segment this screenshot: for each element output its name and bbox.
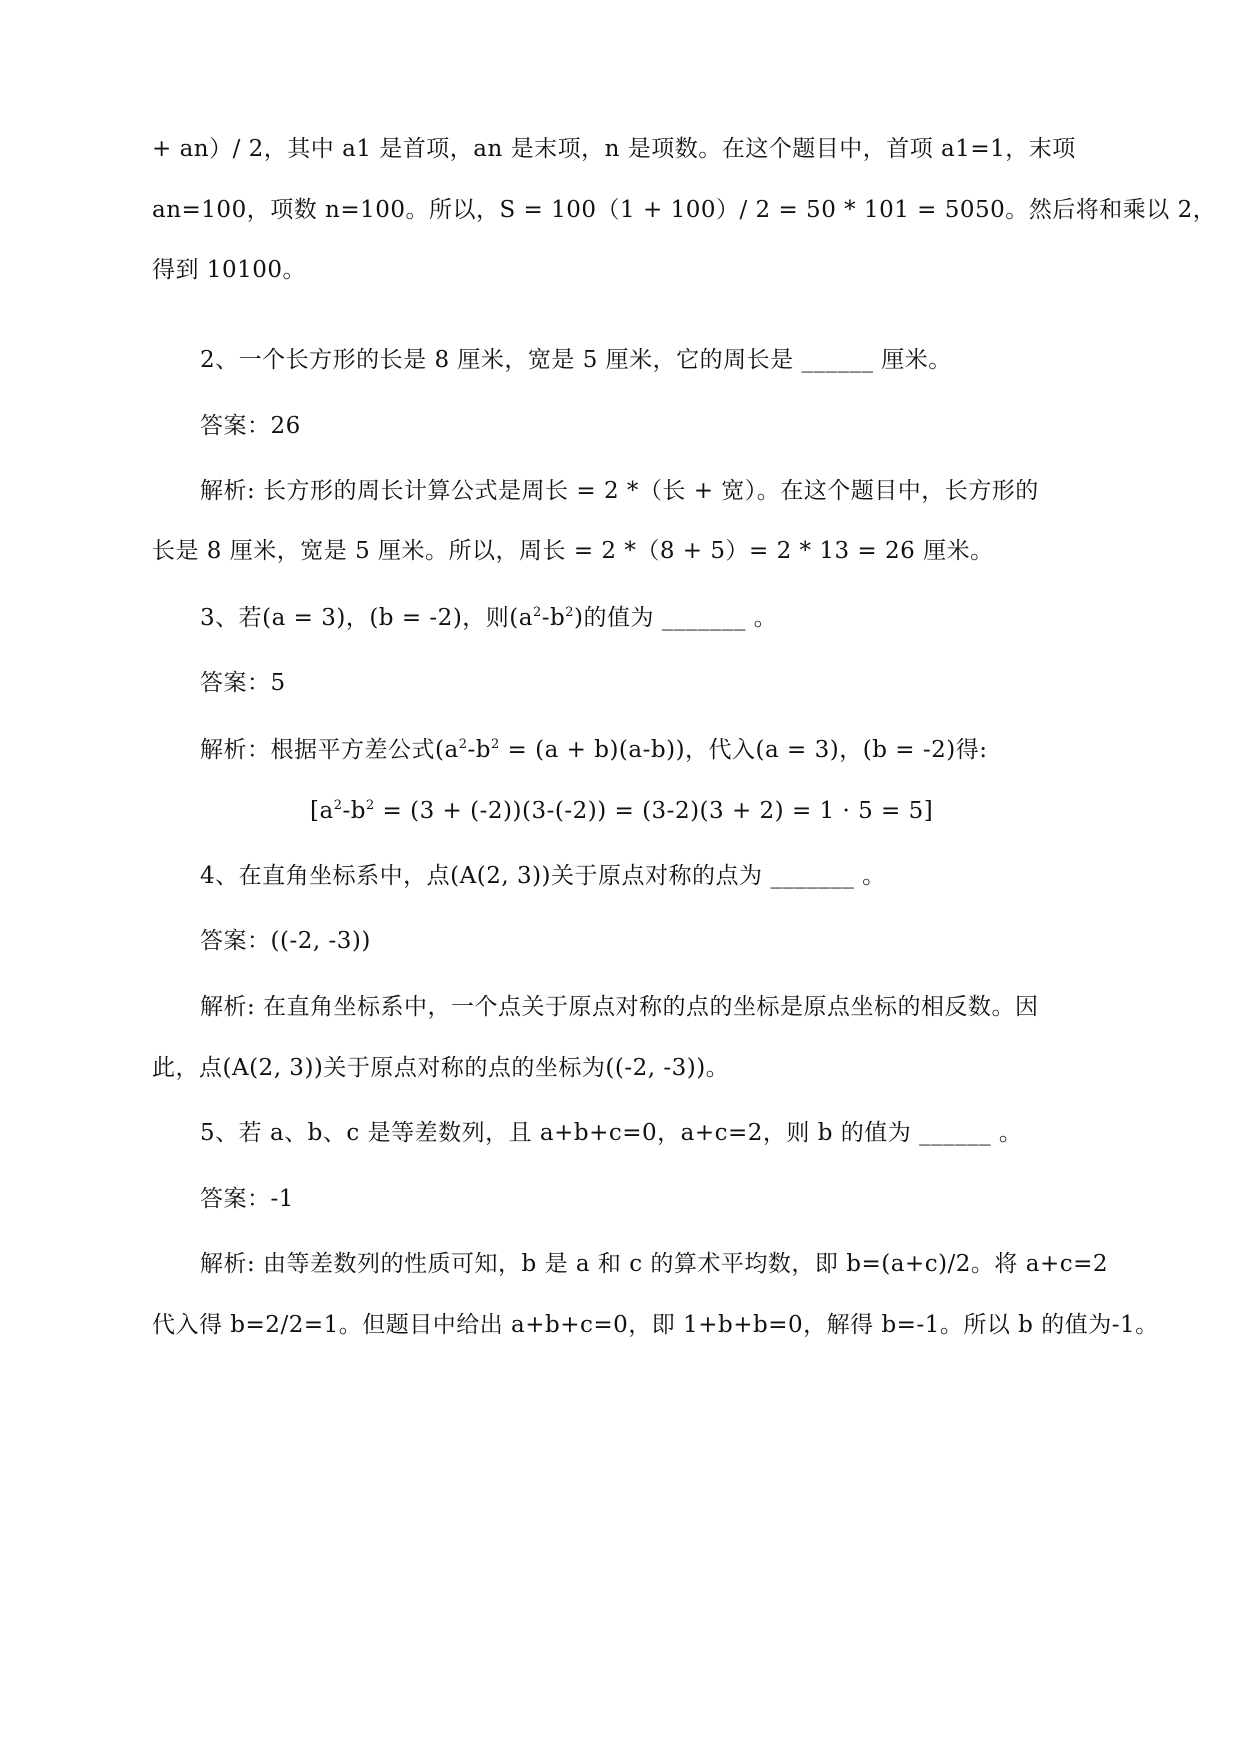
paragraph-line: + an）/ 2，其中 a1 是首项，an 是末项，n 是项数。在这个题目中，首项 a1=1，末项	[152, 136, 1076, 162]
superscript: 2	[333, 798, 343, 813]
question-3-prefix: 3、若(a = 3)，(b = -2)，则(a	[200, 605, 533, 631]
paragraph-line: an=100，项数 n=100。所以，S = 100（1 + 100）/ 2 = 50 * 101 = 5050。然后将和乘以 2，	[152, 197, 1217, 223]
answer-2: 答案：26	[200, 413, 301, 439]
question-4: 4、在直角坐标系中，点(A(2, 3))关于原点对称的点为 _______ 。	[200, 863, 886, 889]
superscript: 2	[490, 737, 500, 752]
question-5: 5、若 a、b、c 是等差数列，且 a+b+c=0，a+c=2，则 b 的值为 ______ 。	[200, 1120, 1023, 1146]
explanation-4-line: 此，点(A(2, 3))关于原点对称的点的坐标为((-2, -3))。	[152, 1055, 730, 1081]
explanation-3	[200, 735, 987, 765]
explanation-3-mid: -b	[467, 737, 491, 763]
superscript: 2	[532, 605, 542, 620]
explanation-5-line: 代入得 b=2/2=1。但题目中给出 a+b+c=0，即 1+b+b=0，解得 b=-1。所以 b 的值为-1。	[152, 1312, 1159, 1338]
formula-3-mid: -b	[342, 798, 366, 824]
explanation-4-line: 解析: 在直角坐标系中，一个点关于原点对称的点的坐标是原点坐标的相反数。因	[200, 994, 1039, 1020]
explanation-2-line: 解析: 长方形的周长计算公式是周长 = 2 *（长 + 宽）。在这个题目中，长方形的	[200, 478, 1039, 504]
explanation-5-line: 解析: 由等差数列的性质可知，b 是 a 和 c 的算术平均数，即 b=(a+c)/2。将 a+c=2	[200, 1251, 1109, 1277]
superscript: 2	[565, 605, 575, 620]
explanation-3-suffix: = (a + b)(a-b))，代入(a = 3)，(b = -2)得:	[499, 737, 988, 763]
answer-3: 答案：5	[200, 670, 286, 696]
answer-5: 答案：-1	[200, 1186, 294, 1212]
superscript: 2	[365, 798, 375, 813]
formula-3	[310, 796, 933, 826]
question-3-mid: -b	[541, 605, 566, 631]
formula-3-prefix: [a	[310, 798, 334, 824]
explanation-3-prefix: 解析：根据平方差公式(a	[200, 737, 459, 763]
paragraph-line: 得到 10100。	[152, 257, 306, 283]
explanation-2-line: 长是 8 厘米，宽是 5 厘米。所以，周长 = 2 *（8 + 5）= 2 * 13 = 26 厘米。	[152, 538, 994, 564]
answer-4: 答案：((-2, -3))	[200, 928, 371, 954]
formula-3-suffix: = (3 + (-2))(3-(-2)) = (3-2)(3 + 2) = 1 · 5 = 5]	[374, 798, 934, 824]
question-3-suffix: )的值为 _______ 。	[574, 605, 778, 631]
superscript: 2	[458, 737, 468, 752]
question-2: 2、一个长方形的长是 8 厘米，宽是 5 厘米，它的周长是 ______ 厘米。	[200, 347, 952, 373]
question-3	[200, 603, 777, 633]
